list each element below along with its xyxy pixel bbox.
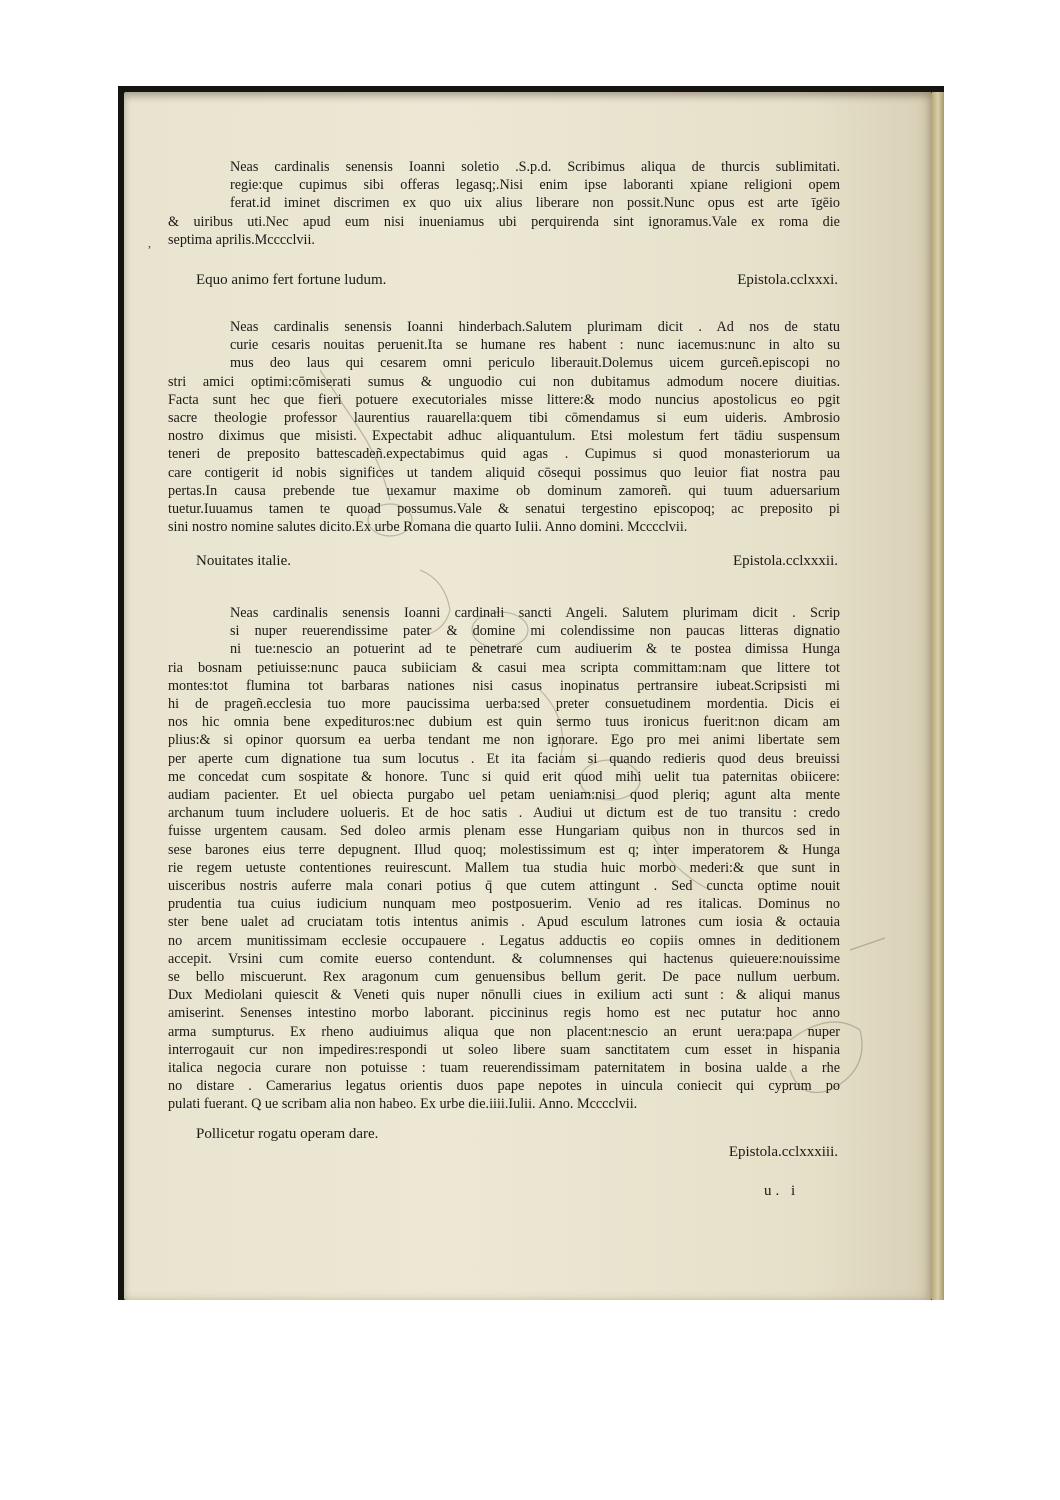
letter-1: [168, 158, 840, 249]
letter-2: [168, 318, 840, 536]
text-line: stri amici optimi:cōmiserati sumus & unguodio cui non dubitamus admodum nocere diuitias.: [168, 373, 840, 390]
text-line: uisceribus nostris auferre mala conari potius q̄ que cutem attingunt . Sed cuncta optime nouit: [168, 878, 840, 895]
text-line: regie:que cupimus sibi offeras legasq;.Nisi enim ipse laboranti xpiane religioni opem: [230, 177, 840, 194]
text-line: care contigerit id nobis significes ut tandem aliquid cōsequi possimus quo leuior fiat nostra pau: [168, 464, 840, 481]
text-line: ferat.id iminet discrimen ex quo uix alius liberare non possit.Nunc opus est arte īgēio: [230, 195, 840, 212]
text-line: septima aprilis.Mcccclvii.: [168, 231, 315, 248]
text-line: teneri de preposito battescadeñ.expectabimus quid agas . Cupimus si quod monasteriorum ua: [168, 446, 840, 463]
text-line: sacre theologie professor laurentius rauarella:quem tibi cōmendamus si eum uideris. Ambrosio: [168, 410, 840, 427]
text-line: nostro diximus que misisti. Expectabit adhuc aliquantulum. Etsi molestum fert tādiu suspensum: [168, 428, 840, 445]
text-line: se bello miscuerunt. Rex aragonum cum genuensibus bellum gerit. De pace nullum uerbum.: [168, 969, 840, 986]
margin-mark: ,: [148, 236, 151, 250]
text-line: mus deo laus qui cesarem omni periculo liberauit.Dolemus uicem gurceñ.episcopi no: [230, 355, 840, 372]
text-line: archanum tuum includere uolueris. Et de hoc satis . Audiui ut dictum est de tuo transitu : credo: [168, 805, 840, 822]
text-line: me concedat cum sospitate & honore. Tunc si quid erit quod mihi uelit tua paternitas obiicere:: [168, 768, 840, 785]
text-line: & uiribus uti.Nec apud eum nisi inueniamus ubi perquirenda sint ignoramus.Vale ex roma die: [168, 213, 840, 230]
letter-summary: Pollicetur rogatu operam dare.: [196, 1126, 379, 1142]
text-line: arma sumpturus. Ex rheno audiuimus aliqua que non placent:nescio an erunt uera:papa nuper: [168, 1023, 840, 1040]
text-line: Neas cardinalis senensis Ioanni cardinali sancti Angeli. Salutem plurimam dicit . Scrip: [230, 605, 840, 621]
text-line: prudentia tua cuius iudicium nunquam meo postposuerim. Venio ad res italicas. Dominus no: [168, 896, 840, 913]
text-line: fuisse urgentem causam. Sed doleo armis plenam esse Hungariam quibus non in thurcos sed in: [168, 823, 840, 840]
text-line: per aperte cum dignatione tua sum locutus . Et ita faciam si quando redieris quod deus breuissi: [168, 750, 840, 767]
letter-heading-1: [196, 272, 838, 289]
text-line: pertas.In causa prebende tue uexamur maxime ob dominum zamoreñ. qui tuum aduersarium: [168, 482, 840, 499]
text-line: si nuper reuerendissime pater & domine mi colendissime non paucas litteras dignatio: [230, 623, 840, 640]
text-line: ster bene ualet ad cruciatam totis intentus animis . Apud esculum latrones cum iosia & octauia: [168, 914, 840, 931]
text-line: pulati fuerant. Q ue scribam alia non habeo. Ex urbe die.iiii.Iulii. Anno. Mcccclvii.: [168, 1096, 638, 1113]
text-line: interrogauit cur non impedires:respondi ut soleo libere suam sanctitatem cum esset in hispania: [168, 1041, 840, 1058]
text-line: italica negocia curare non potuisse : tuam reuerendissimam paternitatem in bosina ualde a rhe: [168, 1060, 840, 1077]
text-line: sini nostro nomine salutes dicito.Ex urbe Romana die quarto Iulii. Anno domini. Mcccclvii.: [168, 519, 688, 536]
letter-summary: Nouitates italie.: [196, 553, 291, 569]
text-line: Neas cardinalis senensis Ioanni soletio .S.p.d. Scribimus aliqua de thurcis sublimitati.: [230, 159, 840, 175]
text-line: nos hic omnia bene expedituros:nec dubium est quin sermo tuus ironicus fuerit:non dicam am: [168, 714, 840, 731]
text-line: curie cesaris nouitas peruenit.Ita se humane res habent : nunc iacemus:nunc in alto su: [230, 337, 840, 354]
text-line: Facta sunt hec que fieri potuere executoriales misse littere:& modo nuncius apostolicus eo pgit: [168, 391, 840, 408]
letter-number: Epistola.cclxxxiii.: [728, 1144, 838, 1160]
letter-number: Epistola.cclxxxii.: [733, 553, 838, 569]
text-line: sese barones eius terre depugnent. Illud quoq; molestissimum est q; inter imperatorem & Hunga: [168, 841, 840, 858]
text-line: rie regem uetuste contentiones reuirescunt. Mallem tua studia huic morbo mederi:& que sunt in: [168, 859, 840, 876]
letter-3: [168, 604, 840, 1114]
letter-summary: Equo animo fert fortune ludum.: [196, 272, 387, 288]
text-line: ni tue:nescio an potuerint ad te penetrare cum audiuerim & te postea dimissa Hunga: [230, 641, 840, 658]
text-line: ria bosnam petiuisse:nunc pauca subiiciam & casui mea scripta committam:nam que littere tot: [168, 659, 840, 676]
letter-heading-2: [196, 553, 838, 570]
text-line: hi de prageñ.ecclesia tuo more paucissima uerba:sed preter consuetudinem mordentia. Dicis ei: [168, 696, 840, 713]
text-line: Neas cardinalis senensis Ioanni hinderbach.Salutem plurimam dicit . Ad nos de statu: [230, 319, 840, 335]
letter-heading-3: [196, 1126, 838, 1166]
page-edge: [932, 92, 944, 1300]
text-line: accepit. Vrsini cum comite euerso contendunt. & columnenses qui hactenus quieuere:nouissime: [168, 950, 840, 967]
text-line: no arcem munitissimam ecclesie occupauere . Legatus adductis eo copiis omnes in deditionem: [168, 932, 840, 949]
text-line: no distare . Camerarius legatus orientis duos pape nepotes in uincula coniecit qui cyprum po: [168, 1078, 840, 1095]
text-line: montes:tot flumina tot barbaras nationes nisi casus inopinatus pertransire iubeat.Scripsisti mi: [168, 677, 840, 694]
signature-mark: u. i: [764, 1183, 800, 1199]
text-line: tuetur.Iuuamus tamen te quoad possumus.Vale & senatui tergestino episcopoq; ac preposito pi: [168, 501, 840, 518]
text-line: plius:& si opinor quorsum ea uerba tendant me non ignorare. Ego pro mei animi libertate sem: [168, 732, 840, 749]
text-line: Dux Mediolani quiescit & Veneti quis nuper nōnulli ciues in exilium acti sunt : & aliqui manus: [168, 987, 840, 1004]
text-line: amiserint. Senenses intestino morbo laborant. piccininus regis homo est nec putatur hoc anno: [168, 1005, 840, 1022]
text-line: audiam pacienter. Et uel obiecta purgabo uel petam ueniam:nisi quod pleriq; agunt alta mente: [168, 787, 840, 804]
letter-number: Epistola.cclxxxi.: [737, 272, 838, 288]
